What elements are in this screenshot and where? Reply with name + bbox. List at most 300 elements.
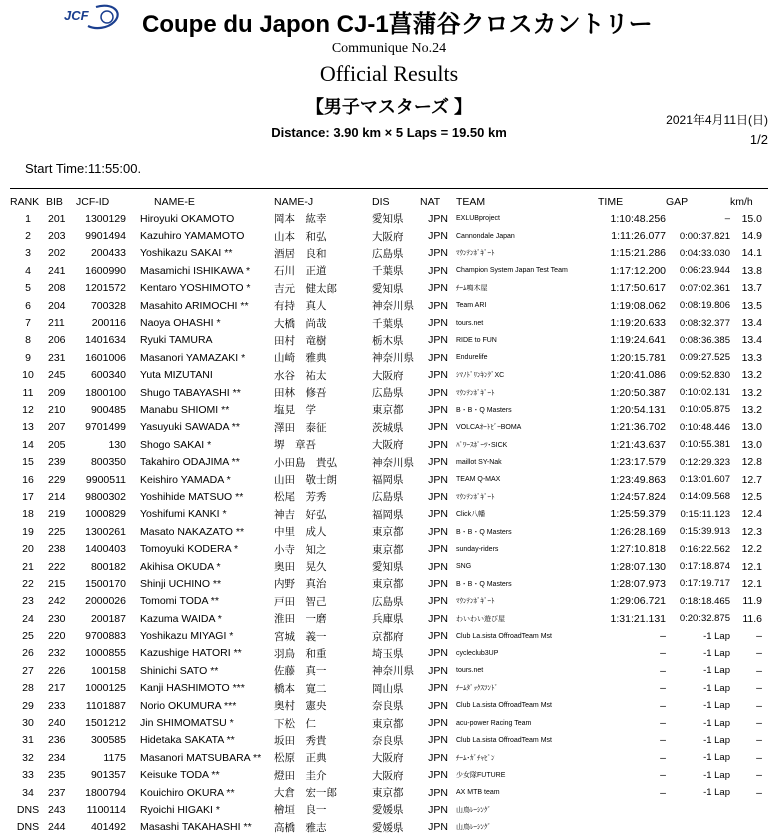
cell-gap: 0:20:32.875: [679, 613, 730, 625]
cell-rank: 15: [22, 456, 34, 469]
table-row: [10, 749, 768, 766]
cell-time: –: [660, 717, 666, 730]
cell-name-e: Kazushige HATORI **: [140, 647, 242, 660]
cell-kmh: 13.0: [741, 421, 762, 434]
cell-bib: 205: [48, 438, 66, 451]
cell-gap: 0:08:19.806: [679, 300, 730, 312]
cell-dis: 岡山県: [372, 682, 404, 695]
cell-bib: 214: [48, 490, 66, 503]
jcf-logo: [62, 4, 122, 30]
col-jcf-id: JCF-ID: [76, 195, 110, 208]
table-row: [10, 732, 768, 749]
cell-name-j: 橋本 寛二: [274, 682, 327, 695]
cell-time: 1:27:10.818: [610, 543, 666, 556]
cell-time: 1:20:50.387: [610, 386, 666, 399]
table-row: [10, 558, 768, 575]
cell-nat: JPN: [428, 386, 448, 399]
cell-gap: 0:12:29.323: [679, 456, 730, 468]
cell-kmh: –: [756, 664, 762, 677]
cell-bib: 217: [48, 682, 66, 695]
cell-rank: 4: [25, 264, 31, 277]
cell-nat: JPN: [428, 786, 448, 799]
cell-gap: [666, 801, 730, 818]
cell-nat: JPN: [428, 403, 448, 416]
cell-dis: 東京都: [372, 543, 404, 556]
cell-rank: 6: [25, 299, 31, 312]
cell-time: 1:21:36.702: [610, 421, 666, 434]
cell-nat: JPN: [428, 543, 448, 556]
cell-nat: JPN: [428, 490, 448, 503]
cell-bib: 236: [48, 734, 66, 747]
table-row: [10, 280, 768, 297]
cell-name-j: 有持 真人: [274, 300, 327, 313]
table-row: [10, 488, 768, 505]
cell-bib: 206: [48, 334, 66, 347]
cell-nat: JPN: [428, 647, 448, 660]
cell-jcf-id: 9700883: [85, 630, 126, 643]
cell-team: VOLCAｵｰﾄﾋﾞｰBOMA: [456, 424, 522, 432]
cell-team: ﾁｰﾑ･ｶﾞﾁｬﾋﾟﾝ: [456, 754, 495, 762]
cell-jcf-id: 9900511: [85, 473, 126, 486]
table-row: [10, 401, 768, 418]
cell-dis: 広島県: [372, 387, 404, 400]
cell-team: わいわい遊び屋: [456, 615, 505, 623]
cell-time: –: [660, 664, 666, 677]
cell-name-j: 田林 修吾: [274, 387, 327, 400]
cell-bib: 244: [48, 821, 66, 834]
cell-gap: 0:08:32.377: [679, 317, 730, 329]
cell-nat: JPN: [428, 456, 448, 469]
cell-rank: 16: [22, 473, 34, 486]
cell-bib: 219: [48, 508, 66, 521]
cell-rank: 5: [25, 282, 31, 295]
cell-time: 1:24:57.824: [610, 490, 666, 503]
table-row: [10, 540, 768, 557]
cell-name-e: Norio OKUMURA ***: [140, 699, 237, 712]
cell-time: [598, 819, 666, 836]
cell-dis: 東京都: [372, 717, 404, 730]
cell-gap: 0:16:22.562: [679, 543, 730, 555]
table-row: [10, 610, 768, 627]
cell-dis: 千葉県: [372, 265, 404, 278]
cell-team: maillot SY-Nak: [456, 458, 502, 466]
cell-kmh: –: [756, 699, 762, 712]
cell-name-j: 堺 章吾: [274, 439, 316, 452]
cell-name-e: Ryoichi HIGAKI *: [140, 803, 220, 816]
cell-name-e: Shinji UCHINO **: [140, 577, 222, 590]
cell-gap: 0:17:19.717: [679, 578, 730, 590]
cell-name-e: Tomoyuki KODERA *: [140, 543, 239, 556]
col-dis: DIS: [372, 195, 390, 208]
cell-bib: 222: [48, 560, 66, 573]
cell-nat: JPN: [428, 421, 448, 434]
document-title: Official Results: [319, 61, 459, 86]
cell-team: ﾊﾟﾜｰｽﾎﾟｰﾂ･SICK: [456, 441, 508, 449]
cell-kmh: –: [756, 786, 762, 799]
cell-bib: 202: [48, 247, 66, 260]
cell-team: RIDE to FUN: [456, 336, 497, 344]
cell-nat: JPN: [428, 299, 448, 312]
cell-kmh: 12.4: [741, 508, 762, 521]
cell-dis: 愛媛県: [372, 821, 404, 834]
cell-kmh: 11.9: [742, 595, 762, 608]
cell-rank: 7: [25, 317, 31, 330]
cell-dis: 東京都: [372, 526, 404, 539]
cell-nat: JPN: [428, 525, 448, 538]
table-row: [10, 784, 768, 801]
cell-team: B・B・Q Masters: [456, 406, 512, 414]
cell-gap: -1 Lap: [703, 700, 730, 712]
table-row: [10, 506, 768, 523]
cell-jcf-id: 1300261: [85, 525, 126, 538]
cell-jcf-id: 1175: [103, 751, 126, 764]
cell-name-j: 岡本 紘幸: [274, 213, 327, 226]
cell-jcf-id: 800350: [90, 456, 126, 469]
table-row: [10, 262, 768, 279]
cell-name-e: Masashi TAKAHASHI **: [140, 821, 252, 834]
cell-gap: -1 Lap: [703, 717, 730, 729]
cell-time: 1:19:20.633: [610, 317, 666, 330]
cell-team: 山鳥ﾚｰｼﾝｸﾞ: [456, 824, 491, 832]
cell-name-j: 下松 仁: [274, 717, 316, 730]
cell-jcf-id: 1000125: [85, 682, 126, 695]
cell-team: B・B・Q Masters: [456, 580, 512, 588]
cell-bib: 232: [48, 647, 66, 660]
cell-bib: 210: [48, 403, 66, 416]
cell-name-e: Hidetaka SAKATA **: [140, 734, 235, 747]
cell-name-j: 檜垣 良一: [274, 804, 327, 817]
cell-name-e: Masamichi ISHIKAWA *: [140, 264, 251, 277]
cell-kmh: 12.2: [741, 543, 762, 556]
col-time: TIME: [598, 195, 624, 208]
cell-gap: 0:14:09.568: [679, 491, 730, 503]
cell-kmh: –: [756, 769, 762, 782]
cell-name-e: Yoshikazu SAKAI **: [140, 247, 233, 260]
cell-kmh: 12.1: [741, 577, 762, 590]
table-row: [10, 662, 768, 679]
cell-name-j: 内野 真治: [274, 578, 327, 591]
cell-name-e: Kazuhiro YAMAMOTO: [140, 230, 245, 243]
table-row: [10, 714, 768, 731]
cell-bib: 226: [48, 664, 66, 677]
cell-team: 少女隊FUTURE: [456, 772, 506, 780]
cell-bib: 211: [48, 317, 65, 330]
cell-rank: 1: [25, 212, 31, 225]
cell-team: cycleclub3UP: [456, 649, 499, 657]
cell-nat: JPN: [428, 212, 448, 225]
cell-jcf-id: 300585: [90, 734, 126, 747]
cell-gap: 0:10:05.875: [679, 404, 730, 416]
table-row: [10, 314, 768, 331]
cell-bib: 231: [48, 351, 66, 364]
cell-rank: 29: [22, 699, 34, 712]
cell-team: Endurelife: [456, 354, 488, 362]
cell-team: Club La.sista OffroadTeam Mst: [456, 702, 552, 710]
cell-jcf-id: 1000855: [85, 647, 126, 660]
cell-name-e: Shinichi SATO **: [140, 664, 219, 677]
cell-name-j: 中里 成人: [274, 526, 327, 539]
cell-gap: 0:08:36.385: [679, 334, 730, 346]
cell-dis: 神奈川県: [372, 352, 414, 365]
cell-jcf-id: 9901494: [85, 230, 126, 243]
cell-jcf-id: 200187: [90, 612, 126, 625]
cell-dis: 広島県: [372, 491, 404, 504]
cell-dis: 奈良県: [372, 700, 404, 713]
cell-team: EXLUBproject: [456, 215, 500, 223]
table-row: [10, 680, 768, 697]
table-row: [10, 436, 768, 453]
cell-time: 1:25:59.379: [610, 508, 666, 521]
col-name-j: NAME-J: [274, 195, 314, 208]
cell-nat: JPN: [428, 438, 448, 451]
cell-name-j: 佐藤 真一: [274, 665, 327, 678]
cell-kmh: 13.4: [741, 317, 762, 330]
cell-gap: –: [724, 213, 730, 225]
cell-dis: 大阪府: [372, 752, 404, 765]
cell-time: –: [660, 734, 666, 747]
page-number: 1/2: [749, 132, 768, 147]
cell-jcf-id: 700328: [90, 299, 126, 312]
cell-name-j: 高橋 雅志: [274, 821, 327, 834]
cell-name-j: 松原 正典: [274, 752, 327, 765]
cell-kmh: 13.7: [741, 282, 762, 295]
cell-kmh: 11.6: [742, 612, 762, 625]
cell-name-e: Naoya OHASHI *: [140, 317, 221, 330]
cell-rank: 30: [22, 717, 34, 730]
cell-bib: 204: [48, 299, 66, 312]
cell-time: –: [660, 786, 666, 799]
cell-gap: -1 Lap: [703, 647, 730, 659]
table-row: [10, 297, 768, 314]
cell-team: TEAM Q-MAX: [456, 476, 501, 484]
logo-text: JCF: [64, 8, 89, 23]
cell-bib: 201: [48, 212, 66, 225]
cell-rank: 14: [22, 438, 34, 451]
cell-rank: 33: [22, 769, 34, 782]
cell-dis: 大阪府: [372, 439, 404, 452]
table-row: [10, 210, 768, 227]
cell-time: 1:19:24.641: [610, 334, 666, 347]
cell-time: 1:23:17.579: [610, 456, 666, 469]
cell-time: 1:20:54.131: [610, 403, 666, 416]
cell-kmh: –: [756, 647, 762, 660]
table-row: [10, 471, 768, 488]
cell-team: ﾏｳﾝﾃﾝﾎﾞｷﾞｰﾄ: [456, 250, 495, 258]
cell-time: [598, 801, 666, 818]
cell-time: –: [660, 647, 666, 660]
cell-time: –: [660, 682, 666, 695]
cell-jcf-id: 1401634: [85, 334, 126, 347]
table-row: [10, 627, 768, 644]
cell-team: ﾏｳﾝﾃﾝﾎﾞｷﾞｰﾄ: [456, 389, 495, 397]
cell-team: acu-power Racing Team: [456, 719, 532, 727]
cell-name-e: Kouichiro OKURA **: [140, 786, 235, 799]
cell-jcf-id: 9701499: [85, 421, 126, 434]
results-body: [10, 210, 768, 836]
cell-gap: [666, 819, 730, 836]
cell-nat: JPN: [428, 577, 448, 590]
cell-kmh: [730, 819, 768, 836]
cell-dis: 東京都: [372, 404, 404, 417]
cell-time: 1:28:07.973: [610, 577, 666, 590]
cell-nat: JPN: [428, 595, 448, 608]
cell-rank: 8: [25, 334, 31, 347]
cell-time: 1:26:28.169: [610, 525, 666, 538]
cell-gap: -1 Lap: [703, 787, 730, 799]
cell-time: 1:20:41.086: [610, 369, 666, 382]
cell-gap: -1 Lap: [703, 769, 730, 781]
cell-name-e: Yoshifumi KANKI *: [140, 508, 227, 521]
cell-name-j: 石川 正道: [274, 265, 327, 278]
col-bib: BIB: [46, 195, 63, 208]
cell-name-e: Masahito ARIMOCHI **: [140, 299, 249, 312]
cell-kmh: 13.4: [741, 334, 762, 347]
cell-nat: JPN: [428, 508, 448, 521]
cell-name-j: 大橋 尚哉: [274, 317, 327, 330]
cell-name-e: Keisuke TODA **: [140, 769, 220, 782]
cell-team: tours.net: [456, 667, 484, 675]
cell-jcf-id: 1800100: [85, 386, 126, 399]
cell-name-j: 澤田 泰征: [274, 421, 327, 434]
cell-gap: 0:06:23.944: [679, 265, 730, 277]
table-row: [10, 367, 768, 384]
cell-nat: JPN: [428, 717, 448, 730]
cell-nat: JPN: [428, 699, 448, 712]
cell-name-e: Kanji HASHIMOTO ***: [140, 682, 245, 695]
cell-time: 1:17:12.200: [610, 264, 666, 277]
cell-jcf-id: 901357: [90, 769, 126, 782]
cell-name-j: 酒居 良和: [274, 247, 327, 260]
cell-jcf-id: 1501212: [85, 717, 126, 730]
cell-name-e: Tomomi TODA **: [140, 595, 219, 608]
cell-name-e: Keishiro YAMADA *: [140, 473, 231, 486]
cell-time: 1:29:06.721: [610, 595, 666, 608]
cell-kmh: 12.8: [741, 456, 762, 469]
cell-name-j: 山崎 雅典: [274, 352, 327, 365]
cell-bib: 203: [48, 230, 66, 243]
cell-nat: JPN: [428, 751, 448, 764]
cell-rank: 32: [22, 751, 34, 764]
cell-rank: 2: [25, 230, 31, 243]
cell-dis: 千葉県: [372, 317, 404, 330]
cell-team: ﾁｰﾑﾀﾞｯｸｽﾌﾝﾄﾞ: [456, 685, 498, 693]
cell-jcf-id: 200116: [91, 317, 126, 330]
cell-kmh: 13.8: [741, 264, 762, 277]
cell-dis: 大阪府: [372, 769, 404, 782]
table-row: [10, 384, 768, 401]
cell-rank: 34: [22, 786, 34, 799]
cell-dis: 兵庫県: [372, 613, 404, 626]
cell-name-e: Ryuki TAMURA: [140, 334, 213, 347]
cell-jcf-id: 130: [108, 438, 126, 451]
cell-name-e: Hiroyuki OKAMOTO: [140, 212, 235, 225]
cell-name-e: Yoshikazu MIYAGI *: [140, 630, 234, 643]
cell-kmh: [730, 801, 768, 818]
cell-gap: 0:04:33.030: [679, 247, 730, 259]
cell-nat: JPN: [428, 821, 448, 834]
table-row: [10, 593, 768, 610]
cell-nat: JPN: [428, 734, 448, 747]
col-name-e: NAME-E: [154, 195, 195, 208]
cell-team: ﾁｰﾑ鳴木屋: [456, 285, 488, 293]
cell-name-e: Kazuma WAIDA *: [140, 612, 222, 625]
cell-gap: 0:00:37.821: [679, 230, 730, 242]
cell-name-j: 羽鳥 和重: [274, 647, 327, 660]
cell-bib: 238: [48, 543, 66, 556]
cell-kmh: 14.1: [741, 247, 762, 260]
cell-gap: 0:17:18.874: [679, 561, 730, 572]
cell-time: 1:28:07.130: [610, 560, 666, 573]
cell-rank: 25: [22, 630, 34, 643]
cell-gap: 0:13:01.607: [679, 474, 730, 486]
cell-kmh: 14.9: [741, 230, 762, 243]
cell-name-j: 戸田 智己: [274, 595, 327, 608]
col-kmh: km/h: [730, 195, 753, 208]
cell-name-e: Masanori MATSUBARA **: [140, 751, 262, 764]
cell-time: 1:23:49.863: [610, 473, 666, 486]
cell-dis: 愛知県: [372, 561, 404, 573]
cell-team: Club La.sista OffroadTeam Mst: [456, 632, 552, 640]
cell-rank: 21: [22, 560, 34, 573]
cell-name-j: 燈田 圭介: [274, 769, 327, 782]
cell-nat: JPN: [428, 560, 448, 573]
cell-kmh: 15.0: [741, 212, 762, 225]
cell-name-e: Shogo SAKAI *: [140, 438, 212, 451]
cell-dis: 栃木県: [372, 334, 404, 347]
cell-bib: 235: [48, 769, 66, 782]
cell-gap: 0:18:18.465: [679, 595, 730, 607]
cell-nat: JPN: [428, 264, 448, 277]
cell-dis: 福岡県: [372, 508, 404, 521]
cell-rank: 17: [22, 490, 34, 503]
cell-time: –: [660, 769, 666, 782]
cell-name-j: 山本 和弘: [274, 230, 327, 243]
cell-nat: JPN: [428, 230, 448, 243]
cell-bib: 220: [48, 630, 66, 643]
table-row: [10, 349, 768, 366]
cell-team: AX MTB team: [456, 789, 500, 797]
cell-name-e: Yoshihide MATSUO **: [140, 490, 244, 503]
cell-dis: 大阪府: [372, 369, 404, 382]
cell-kmh: –: [756, 682, 762, 695]
cell-bib: 225: [48, 525, 66, 538]
cell-gap: 0:10:48.446: [679, 421, 730, 433]
cell-bib: 234: [48, 751, 66, 764]
cell-bib: 233: [48, 699, 66, 712]
cell-rank: 20: [22, 543, 34, 556]
cell-bib: 237: [48, 786, 66, 799]
cell-name-e: Yuta MIZUTANI: [140, 369, 213, 382]
cell-bib: 240: [48, 717, 66, 730]
cell-team: Cannondale Japan: [456, 232, 515, 240]
cell-rank: 9: [25, 351, 31, 364]
cell-kmh: 12.3: [741, 525, 762, 538]
cell-rank: 11: [22, 386, 34, 399]
cell-team: 山鳥ﾚｰｼﾝｸﾞ: [456, 806, 491, 814]
table-row: [10, 575, 768, 592]
cell-time: –: [660, 630, 666, 643]
cell-nat: JPN: [428, 369, 448, 382]
cell-name-j: 奥田 晃久: [274, 561, 327, 573]
cell-team: B・B・Q Masters: [456, 528, 512, 536]
cell-name-e: Kentaro YOSHIMOTO *: [140, 282, 251, 295]
cell-kmh: 13.5: [741, 299, 762, 312]
cell-gap: 0:09:27.525: [679, 352, 730, 364]
cell-kmh: 13.0: [741, 438, 762, 451]
cell-dis: 大阪府: [372, 230, 404, 243]
cell-kmh: 12.5: [741, 490, 762, 503]
cell-dis: 奈良県: [372, 734, 404, 747]
